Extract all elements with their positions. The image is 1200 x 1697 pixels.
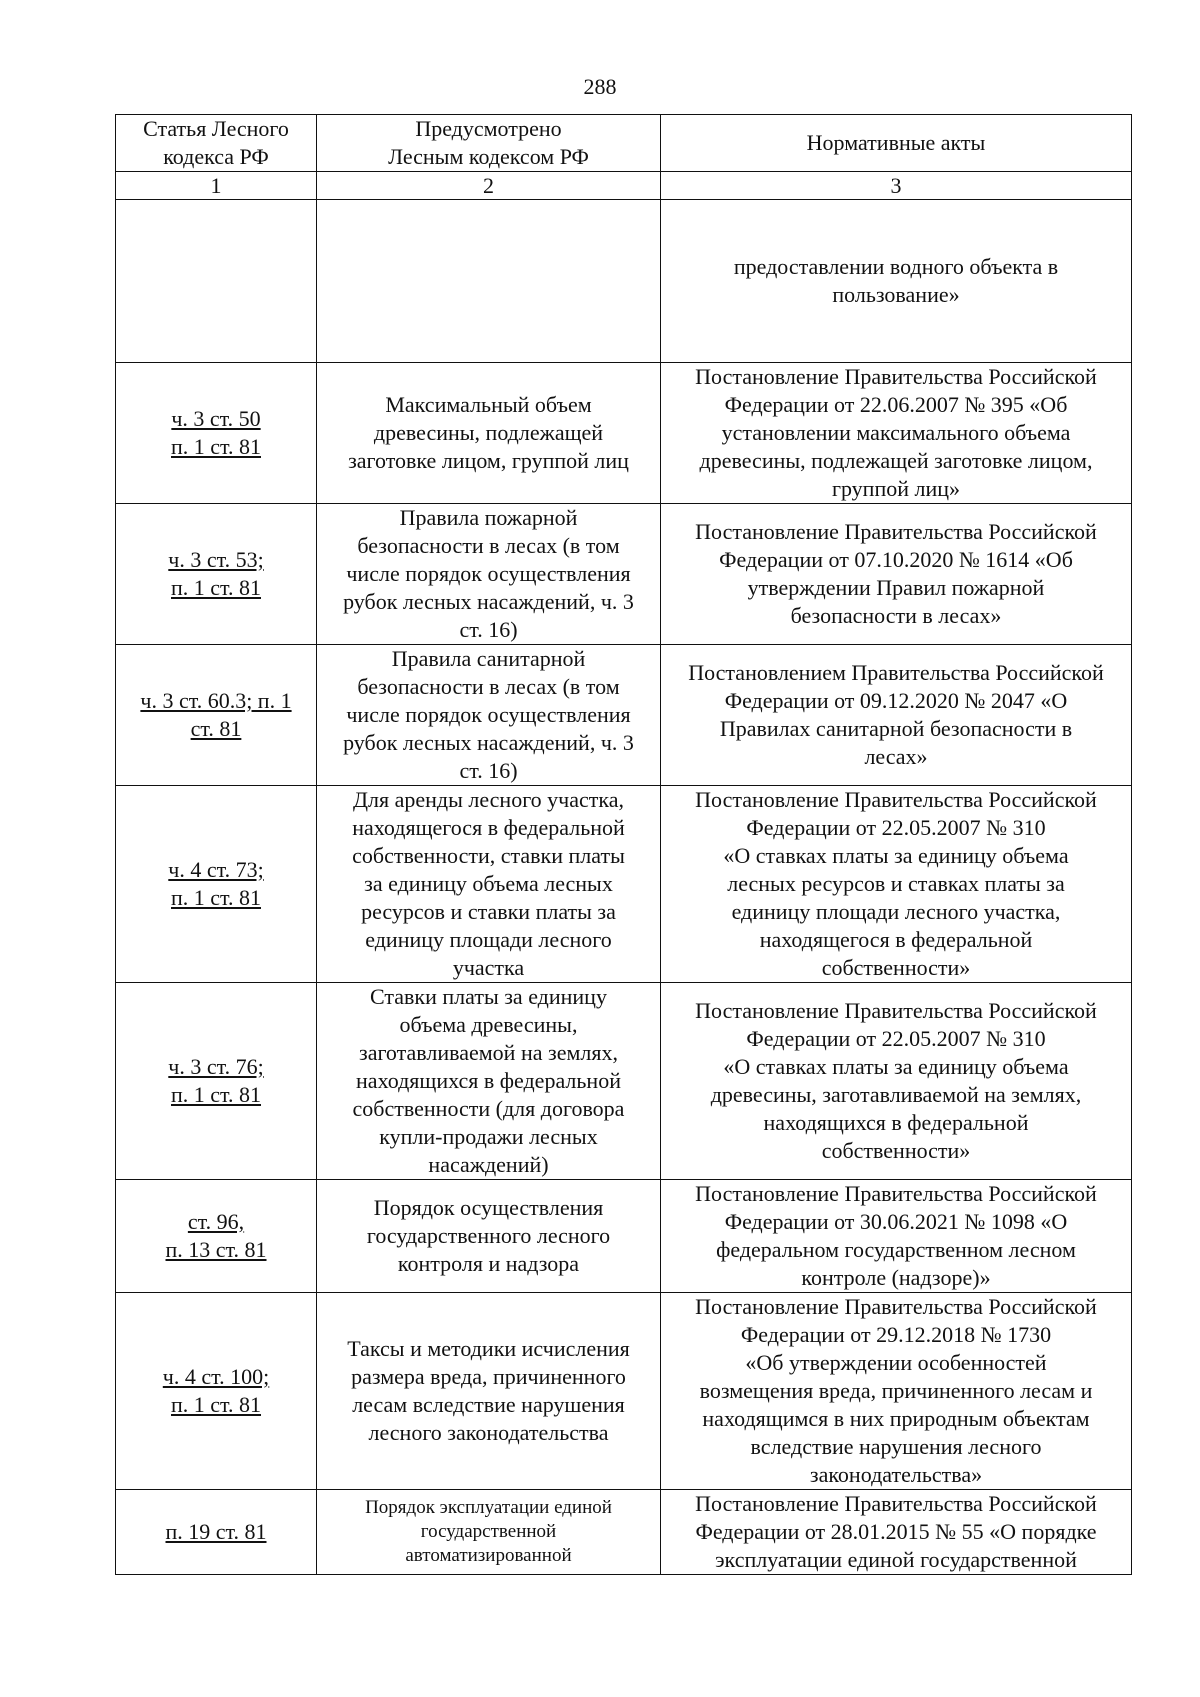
- provision-cell: Порядок осуществления государственного лесного контроля и надзора: [317, 1180, 661, 1293]
- provision-cell: Для аренды лесного участка, находящегося в федеральной собственности, ставки платы за единицу объема лесных ресурсов и ставки платы за единицу площади лесного участка: [317, 786, 661, 983]
- column-number: 3: [661, 172, 1132, 200]
- table-row: [116, 200, 1132, 363]
- column-number: 2: [317, 172, 661, 200]
- article-cell: [116, 983, 317, 1180]
- act-cell: Постановление Правительства Российской Федерации от 28.01.2015 № 55 «О порядке эксплуатации единой государственной: [661, 1490, 1132, 1575]
- article-reference-link[interactable]: ч. 3 ст. 60.3; п. 1 ст. 81: [140, 688, 292, 741]
- header-acts: Нормативные акты: [661, 115, 1132, 172]
- article-reference-link[interactable]: ст. 96, п. 13 ст. 81: [165, 1209, 267, 1262]
- header-article: Статья Лесного кодекса РФ: [116, 115, 317, 172]
- provision-cell: Таксы и методики исчисления размера вреда, причиненного лесам вследствие нарушения лесного законодательства: [317, 1293, 661, 1490]
- table-header-row: [116, 115, 1132, 172]
- provision-cell: Правила санитарной безопасности в лесах (в том числе порядок осуществления рубок лесных насаждений, ч. 3 ст. 16): [317, 645, 661, 786]
- article-cell: [116, 1180, 317, 1293]
- article-reference-link[interactable]: п. 19 ст. 81: [165, 1519, 267, 1544]
- article-cell: [116, 786, 317, 983]
- table-row: [116, 1490, 1132, 1575]
- table-row: [116, 363, 1132, 504]
- article-reference-link[interactable]: ч. 3 ст. 53; п. 1 ст. 81: [168, 547, 264, 600]
- act-cell: Постановление Правительства Российской Федерации от 07.10.2020 № 1614 «Об утверждении Правил пожарной безопасности в лесах»: [661, 504, 1132, 645]
- article-cell: [116, 645, 317, 786]
- article-cell: [116, 1490, 317, 1575]
- table-row: [116, 983, 1132, 1180]
- table-row: [116, 1180, 1132, 1293]
- table-row: [116, 1293, 1132, 1490]
- article-cell: [116, 363, 317, 504]
- page-number: 288: [583, 74, 617, 99]
- table-row: [116, 504, 1132, 645]
- act-cell: Постановление Правительства Российской Федерации от 22.05.2007 № 310 «О ставках платы за единицу объема древесины, заготавливаемой на землях, находящихся в федеральной собственности»: [661, 983, 1132, 1180]
- column-number: 1: [116, 172, 317, 200]
- act-cell: Постановлением Правительства Российской Федерации от 09.12.2020 № 2047 «О Правилах санитарной безопасности в лесах»: [661, 645, 1132, 786]
- article-cell: [116, 504, 317, 645]
- table-row: [116, 645, 1132, 786]
- provision-cell: Порядок эксплуатации единой государственной автоматизированной: [317, 1490, 661, 1575]
- article-reference-link[interactable]: ч. 4 ст. 100; п. 1 ст. 81: [162, 1364, 270, 1417]
- act-cell: Постановление Правительства Российской Федерации от 22.05.2007 № 310 «О ставках платы за единицу объема лесных ресурсов и ставках платы за единицу площади лесного участка, находящегося в федеральной собственности»: [661, 786, 1132, 983]
- legal-acts-table: [115, 114, 1132, 1575]
- act-cell: Постановление Правительства Российской Федерации от 29.12.2018 № 1730 «Об утверждении особенностей возмещения вреда, причиненного лесам и находящимся в них природным объектам вследствие нарушения лесного законодательства»: [661, 1293, 1132, 1490]
- provision-cell: [317, 200, 661, 363]
- table-row: [116, 786, 1132, 983]
- act-cell: Постановление Правительства Российской Федерации от 22.06.2007 № 395 «Об установлении максимального объема древесины, подлежащей заготовке лицом, группой лиц»: [661, 363, 1132, 504]
- provision-cell: Правила пожарной безопасности в лесах (в том числе порядок осуществления рубок лесных насаждений, ч. 3 ст. 16): [317, 504, 661, 645]
- article-cell: [116, 200, 317, 363]
- header-provision: Предусмотрено Лесным кодексом РФ: [317, 115, 661, 172]
- article-reference-link[interactable]: ч. 3 ст. 76; п. 1 ст. 81: [168, 1054, 264, 1107]
- column-number-row: [116, 172, 1132, 200]
- provision-cell: Максимальный объем древесины, подлежащей заготовке лицом, группой лиц: [317, 363, 661, 504]
- provision-cell: Ставки платы за единицу объема древесины, заготавливаемой на землях, находящихся в федеральной собственности (для договора купли-продажи лесных насаждений): [317, 983, 661, 1180]
- act-cell: Постановление Правительства Российской Федерации от 30.06.2021 № 1098 «О федеральном государственном лесном контроле (надзоре)»: [661, 1180, 1132, 1293]
- act-cell: предоставлении водного объекта в пользование»: [661, 200, 1132, 363]
- article-cell: [116, 1293, 317, 1490]
- article-reference-link[interactable]: ч. 3 ст. 50 п. 1 ст. 81: [171, 406, 261, 459]
- article-reference-link[interactable]: ч. 4 ст. 73; п. 1 ст. 81: [168, 857, 264, 910]
